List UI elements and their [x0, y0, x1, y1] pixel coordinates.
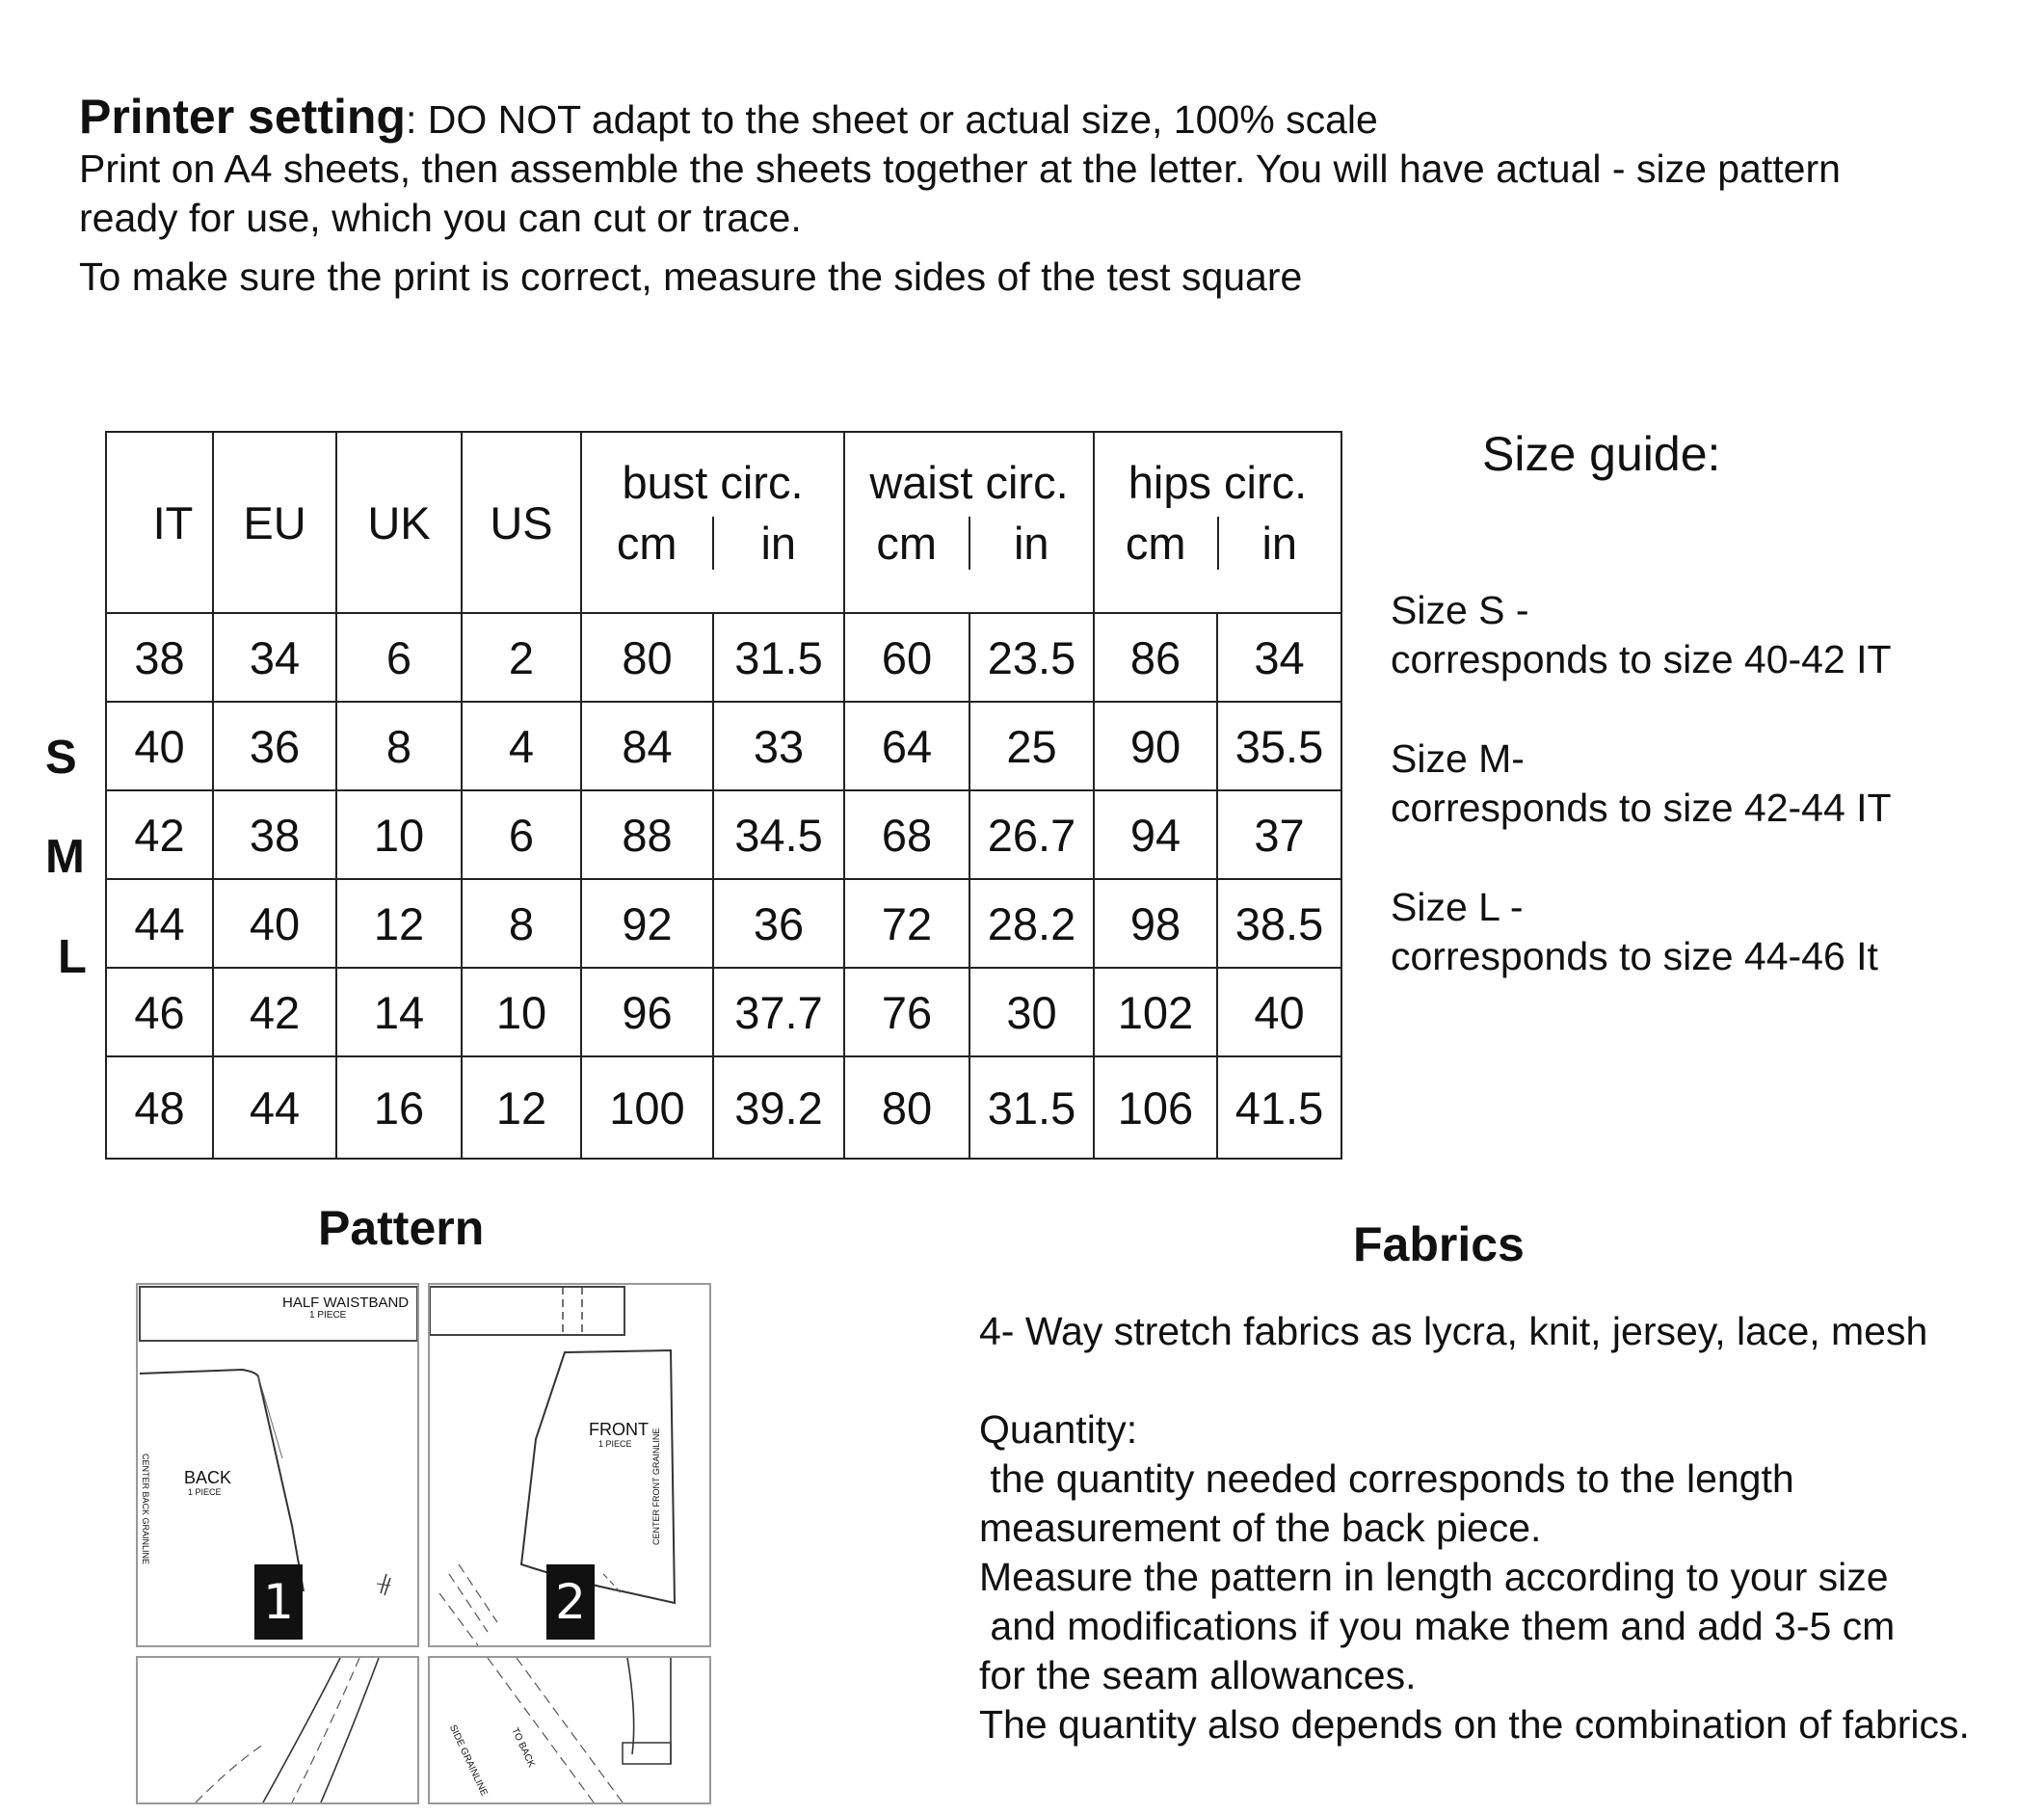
size-letter-m: M [45, 831, 85, 883]
table-cell: 10 [336, 790, 462, 879]
table-cell: 33 [713, 702, 844, 790]
table-cell: 31.5 [713, 613, 844, 702]
pattern-heading: Pattern [318, 1201, 485, 1255]
table-cell: 40 [106, 702, 213, 790]
table-cell: 46 [106, 968, 213, 1056]
table-header-row [106, 432, 1341, 613]
table-row [106, 613, 1341, 702]
table-cell: 41.5 [1217, 1056, 1341, 1159]
table-cell: 106 [1094, 1056, 1217, 1159]
size-guide-desc: corresponds to size 44-46 It [1391, 934, 1878, 978]
pattern-number-badge-2: 2 [546, 1564, 595, 1640]
quantity-line: and modifications if you make them and add 3-5 cm [979, 1604, 1896, 1648]
bust-label: bust circ. [622, 457, 804, 508]
table-cell: 34.5 [713, 790, 844, 879]
table-cell: 76 [844, 968, 969, 1056]
column-header-waist [844, 432, 1094, 613]
instruction-line: Print on A4 sheets, then assemble the sheets together at the letter. You will have actual - size pattern [79, 147, 1841, 191]
table-cell: 92 [581, 879, 713, 968]
column-header-eu: EU [213, 432, 336, 613]
table-cell: 80 [844, 1056, 969, 1159]
table-cell: 10 [462, 968, 581, 1056]
column-header-hips [1094, 432, 1341, 613]
quantity-label: Quantity: [979, 1407, 1138, 1452]
table-cell: 4 [462, 702, 581, 790]
hips-label: hips circ. [1128, 457, 1308, 508]
size-guide-label: Size S - [1391, 588, 1529, 632]
instruction-line: To make sure the print is correct, measure the sides of the test square [79, 254, 1303, 299]
instruction-line: ready for use, which you can cut or trace. [79, 196, 802, 240]
printer-instructions [79, 90, 2006, 302]
table-cell: 96 [581, 968, 713, 1056]
printer-setting-title: Printer setting [79, 90, 406, 144]
fabrics-heading: Fabrics [1353, 1217, 1525, 1271]
printer-setting-text: : DO NOT adapt to the sheet or actual size, 100% scale [405, 97, 1378, 142]
pattern-sheet-1 [136, 1283, 419, 1647]
pattern-number-badge-1: 1 [254, 1564, 303, 1640]
table-cell: 64 [844, 702, 969, 790]
table-cell: 39.2 [713, 1056, 844, 1159]
size-letter-l: L [58, 931, 87, 983]
column-header-bust [581, 432, 844, 613]
table-row [106, 1056, 1341, 1159]
table-cell: 8 [336, 702, 462, 790]
table-row [106, 968, 1341, 1056]
table-cell: 72 [844, 879, 969, 968]
front-grainline-label: CENTER FRONT GRAINLINE [651, 1428, 661, 1545]
table-cell: 102 [1094, 968, 1217, 1056]
table-cell: 38 [213, 790, 336, 879]
pattern-sheet-3 [136, 1656, 419, 1804]
table-row [106, 790, 1341, 879]
column-header-uk: UK [336, 432, 462, 613]
table-cell: 40 [213, 879, 336, 968]
table-cell: 42 [106, 790, 213, 879]
table-cell: 12 [336, 879, 462, 968]
size-guide-item [1391, 883, 1878, 981]
size-guide-item [1391, 586, 1892, 684]
size-guide-label: Size M- [1391, 736, 1525, 781]
pattern-sheet-2 [428, 1283, 711, 1647]
column-header-us: US [462, 432, 581, 613]
fabrics-text [979, 1307, 2039, 1749]
table-cell: 38.5 [1217, 879, 1341, 968]
table-cell: 8 [462, 879, 581, 968]
hips-cm: cm [1095, 517, 1219, 570]
table-cell: 12 [462, 1056, 581, 1159]
waist-cm: cm [845, 517, 970, 570]
waistband-name: HALF WAISTBAND [282, 1295, 410, 1311]
table-cell: 60 [844, 613, 969, 702]
table-row [106, 702, 1341, 790]
front-piece-qty: 1 PIECE [598, 1439, 632, 1449]
table-cell: 30 [969, 968, 1094, 1056]
quantity-line: for the seam allowances. [979, 1653, 1417, 1697]
table-cell: 44 [106, 879, 213, 968]
quantity-line: Measure the pattern in length according to your size [979, 1555, 1889, 1599]
waist-in: in [1013, 518, 1049, 569]
table-cell: 36 [213, 702, 336, 790]
bust-in: in [760, 518, 797, 569]
table-cell: 34 [213, 613, 336, 702]
front-piece-name: FRONT [589, 1420, 649, 1439]
table-cell: 94 [1094, 790, 1217, 879]
table-cell: 68 [844, 790, 969, 879]
table-cell: 14 [336, 968, 462, 1056]
size-guide-desc: corresponds to size 40-42 IT [1391, 637, 1892, 681]
waist-label: waist circ. [869, 457, 1069, 508]
pattern-sheet-4 [428, 1656, 711, 1804]
pattern-sheet-3-drawing [138, 1658, 417, 1802]
quantity-line: the quantity needed corresponds to the length [979, 1456, 1794, 1501]
table-cell: 80 [581, 613, 713, 702]
table-cell: 40 [1217, 968, 1341, 1056]
table-cell: 31.5 [969, 1056, 1094, 1159]
hips-in: in [1261, 518, 1298, 569]
table-cell: 2 [462, 613, 581, 702]
back-grainline-label: CENTER BACK GRAINLINE [141, 1454, 150, 1565]
side-grainline-label: SIDE GRAINLINE [446, 1722, 490, 1799]
table-cell: 44 [213, 1056, 336, 1159]
table-cell: 23.5 [969, 613, 1094, 702]
table-cell: 88 [581, 790, 713, 879]
table-cell: 34 [1217, 613, 1341, 702]
table-cell: 6 [462, 790, 581, 879]
table-row [106, 879, 1341, 968]
quantity-line: The quantity also depends on the combination of fabrics. [979, 1702, 1970, 1747]
table-cell: 36 [713, 879, 844, 968]
quantity-line: measurement of the back piece. [979, 1506, 1542, 1550]
size-letter-s: S [45, 732, 77, 784]
bust-cm: cm [582, 517, 714, 570]
table-cell: 6 [336, 613, 462, 702]
table-cell: 90 [1094, 702, 1217, 790]
waistband-qty: 1 PIECE [309, 1310, 347, 1321]
table-cell: 84 [581, 702, 713, 790]
size-table [105, 431, 1342, 1160]
table-cell: 37 [1217, 790, 1341, 879]
table-cell: 98 [1094, 879, 1217, 968]
table-cell: 26.7 [969, 790, 1094, 879]
fabrics-types: 4- Way stretch fabrics as lycra, knit, jersey, lace, mesh [979, 1309, 1928, 1353]
table-cell: 100 [581, 1056, 713, 1159]
size-guide-title: Size guide: [1482, 427, 1721, 481]
to-back-label: TO BACK [509, 1725, 537, 1770]
back-piece-qty: 1 PIECE [188, 1487, 222, 1497]
back-piece-name: BACK [184, 1468, 232, 1487]
size-guide-label: Size L - [1391, 885, 1524, 929]
table-cell: 25 [969, 702, 1094, 790]
size-guide-desc: corresponds to size 42-44 IT [1391, 786, 1892, 830]
table-cell: 86 [1094, 613, 1217, 702]
table-cell: 42 [213, 968, 336, 1056]
table-cell: 35.5 [1217, 702, 1341, 790]
table-cell: 28.2 [969, 879, 1094, 968]
column-header-it: IT [106, 432, 213, 613]
table-cell: 16 [336, 1056, 462, 1159]
table-cell: 37.7 [713, 968, 844, 1056]
table-cell: 48 [106, 1056, 213, 1159]
table-cell: 38 [106, 613, 213, 702]
printer-setting-line [79, 90, 2006, 145]
size-guide-item [1391, 734, 1892, 833]
